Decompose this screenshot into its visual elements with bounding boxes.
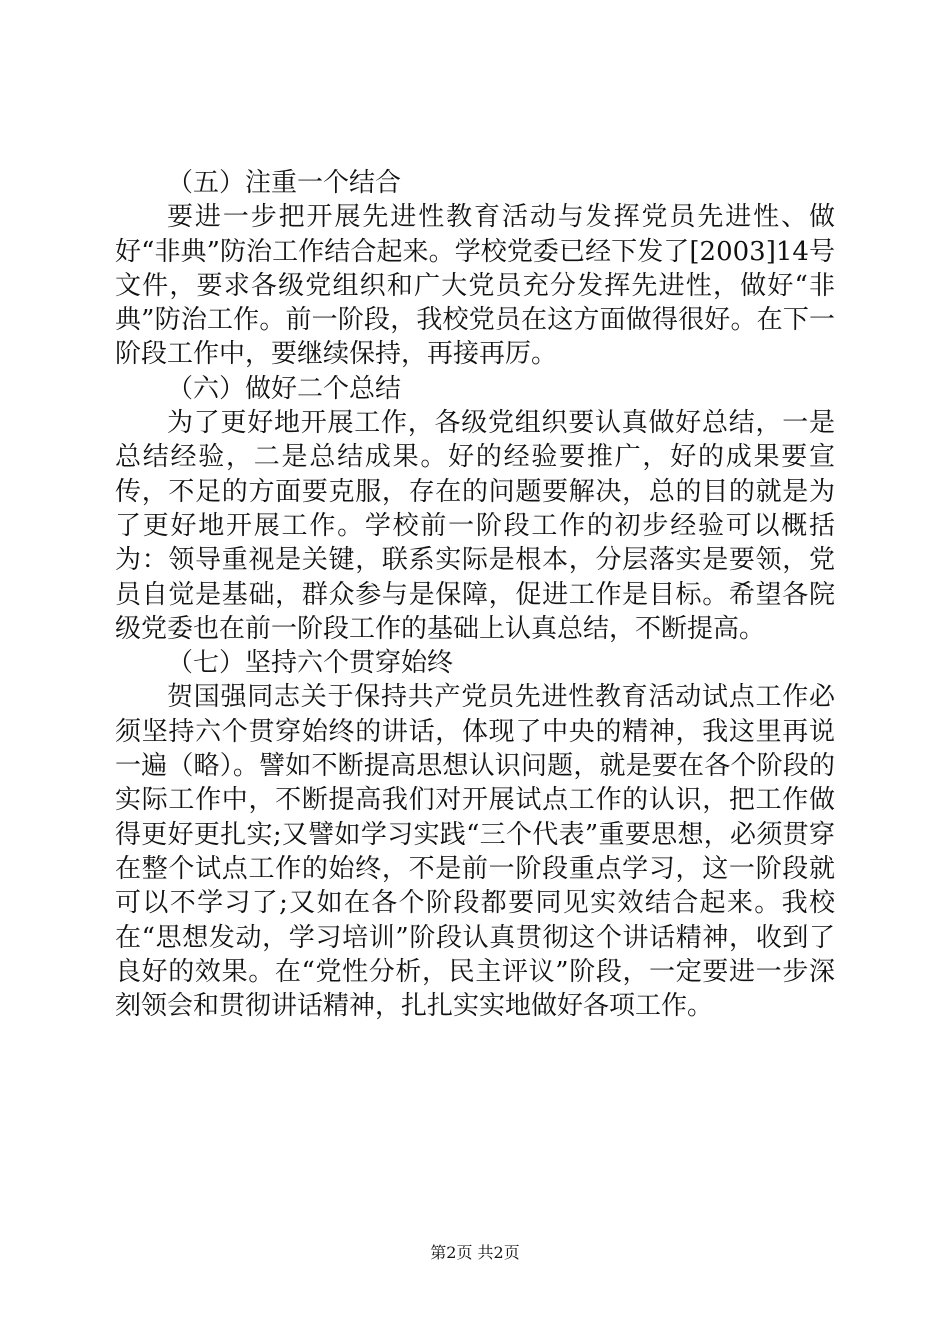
section-heading-6: （六）做好二个总结 [167,373,402,404]
section-heading-5: （五）注重一个结合 [167,168,402,198]
section-paragraph-5: 要进一步把开展先进性教育活动与发挥党员先进性、做好“非典”防治工作结合起来。学校党委已经下发了[2003]14号文件，要求各级党组织和广大党员充分发挥先进性，做好“非典”防治工作。前一阶段，我校党员在这方面做得很好。在下一阶段工作中，要继续保持，再接再厉。 [115,202,835,370]
page-footer: 第2页 共2页 [430,1243,520,1262]
document-body [115,166,835,1023]
section-paragraph-6: 为了更好地开展工作，各级党组织要认真做好总结，一是总结经验，二是总结成果。好的经验要推广，好的成果要宣传，不足的方面要克服，存在的问题要解决，总的目的就是为了更好地开展工作。学校前一阶段工作的初步经验可以概括为：领导重视是关键，联系实际是根本，分层落实是要领，党员自觉是基础，群众参与是保障，促进工作是目标。希望各院级党委也在前一阶段工作的基础上认真总结，不断提高。 [115,408,835,644]
section-paragraph-7: 贺国强同志关于保持共产党员先进性教育活动试点工作必须坚持六个贯穿始终的讲话，体现了中央的精神，我这里再说一遍（略）。譬如不断提高思想认识问题，就是要在各个阶段的实际工作中，不断提高我们对开展试点工作的认识，把工作做得更好更扎实;又譬如学习实践“三个代表”重要思想，必须贯穿在整个试点工作的始终，不是前一阶段重点学习，这一阶段就可以不学习了;又如在各个阶段都要同见实效结合起来。我校在“思想发动，学习培训”阶段认真贯彻这个讲话精神，收到了良好的效果。在“党性分析，民主评议”阶段，一定要进一步深刻领会和贯彻讲话精神，扎扎实实地做好各项工作。 [115,682,835,1022]
section-heading-7: （七）坚持六个贯穿始终 [167,648,454,679]
